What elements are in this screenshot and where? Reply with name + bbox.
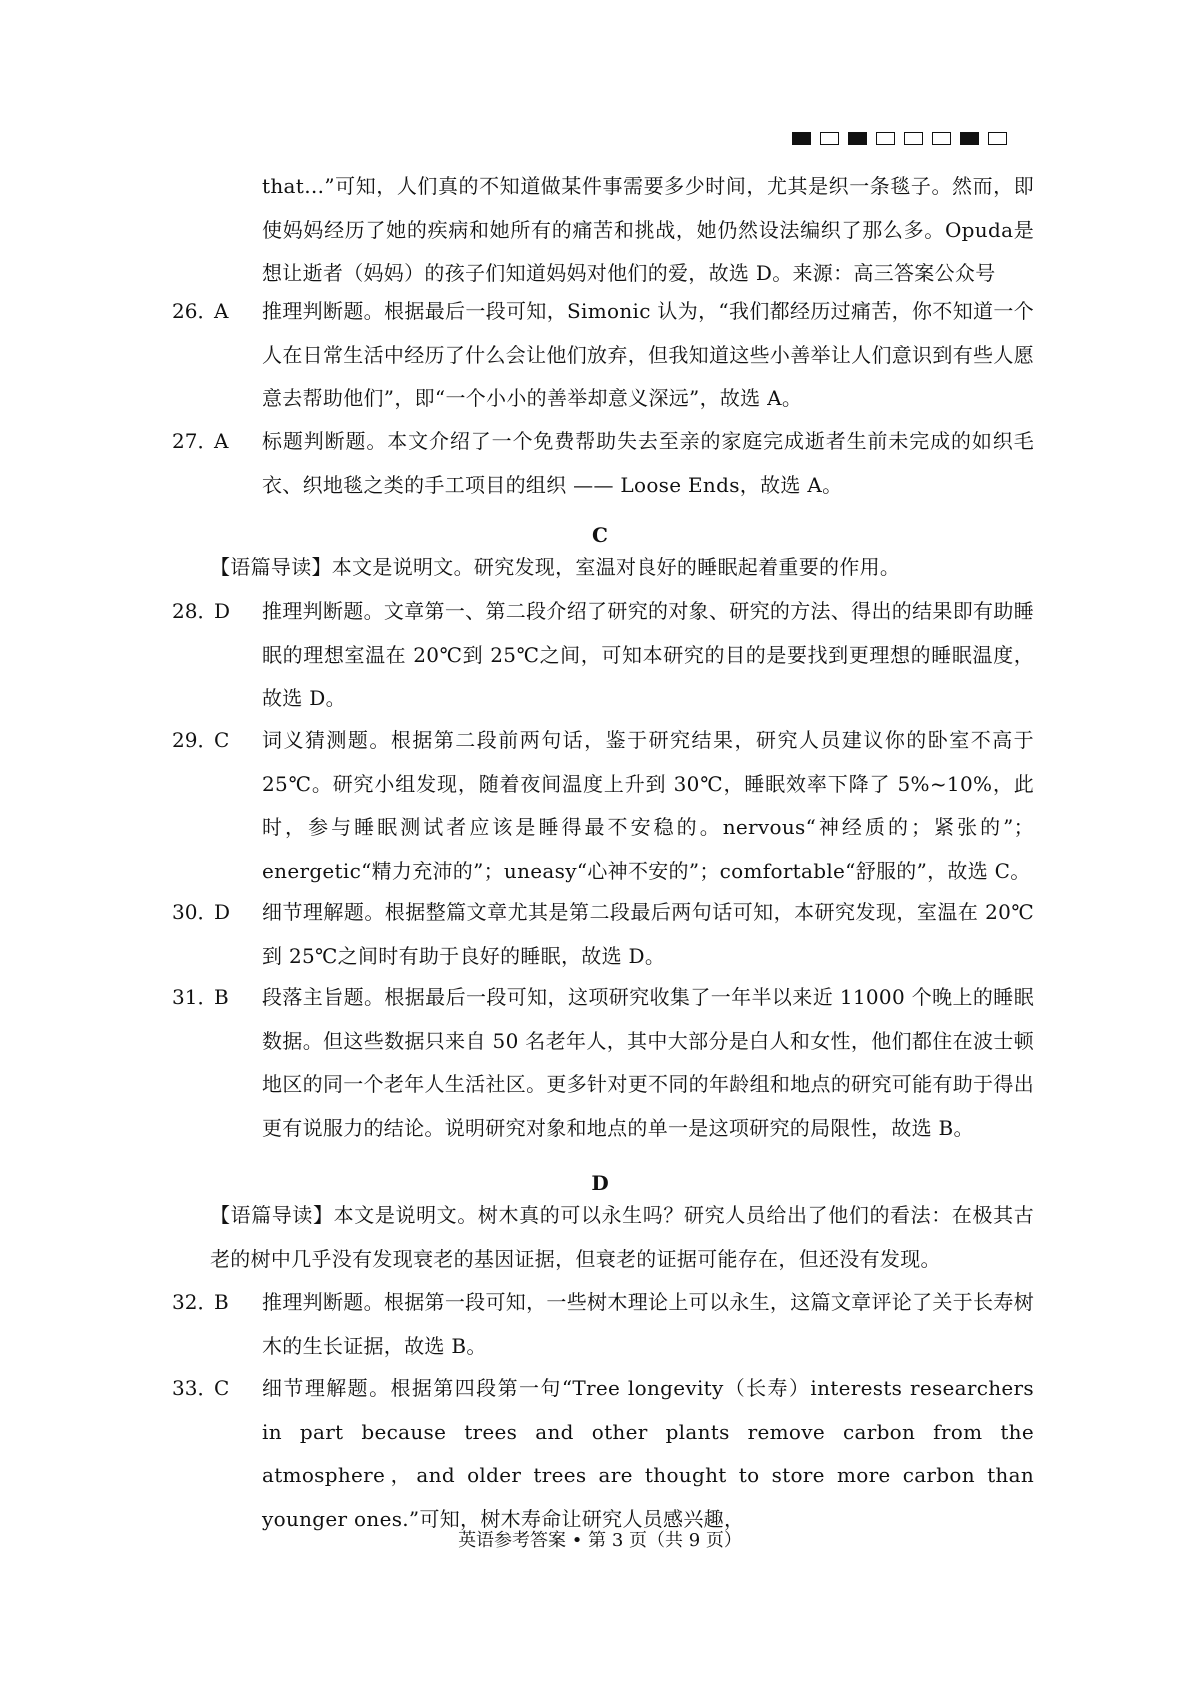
mark-box bbox=[932, 132, 951, 145]
item-explanation: 词义猜测题。根据第二段前两句话，鉴于研究结果，研究人员建议你的卧室不高于 25℃。研究小组发现，随着夜间温度上升到 30℃，睡眠效率下降了 5%~10%，此时，参与睡眠测试者应该是睡得最不安稳的。nervous“神经质的；紧张的”；energetic“精力充沛的”；uneasy“心神不安的”；comfortable“舒服的”，故选 C。 bbox=[262, 728, 1034, 883]
item-number: 26． bbox=[172, 299, 218, 323]
item-explanation: 段落主旨题。根据最后一段可知，这项研究收集了一年半以来近 11000 个晚上的睡眠数据。但这些数据只来自 50 名老年人，其中大部分是白人和女性，他们都住在波士顿地区的同一个老年人生活社区。更多针对更不同的年龄组和地点的研究可能有助于得出更有说服力的结论。说明研究对象和地点的单一是这项研究的局限性，故选 B。 bbox=[262, 985, 1034, 1140]
item-explanation: 细节理解题。根据整篇文章尤其是第二段最后两句话可知，本研究发现，室温在 20℃到 25℃之间时有助于良好的睡眠，故选 D。 bbox=[262, 900, 1034, 968]
item-explanation: 细节理解题。根据第四段第一句“Tree longevity（长寿）interests researchers in part because trees and other plants remove carbon from the atmosphere，and older trees are thought to store more carbon than younger ones.”可知，树木寿命让研究人员感兴趣， bbox=[262, 1376, 1034, 1531]
item-explanation: 推理判断题。文章第一、第二段介绍了研究的对象、研究的方法、得出的结果即有助睡眠的理想室温在 20℃到 25℃之间，可知本研究的目的是要找到更理想的睡眠温度，故选 D。 bbox=[262, 599, 1034, 711]
item-answer: B bbox=[214, 1290, 229, 1314]
item-number: 27． bbox=[172, 429, 218, 453]
item-number: 28． bbox=[172, 599, 218, 623]
item-answer: C bbox=[214, 728, 230, 752]
page-footer: 英语参考答案 • 第 3 页（共 9 页） bbox=[458, 1530, 742, 1551]
item-number: 33． bbox=[172, 1376, 218, 1400]
item-explanation: 推理判断题。根据第一段可知，一些树木理论上可以永生，这篇文章评论了关于长寿树木的生长证据，故选 B。 bbox=[262, 1290, 1034, 1358]
item-answer: A bbox=[214, 429, 229, 453]
mark-box bbox=[876, 132, 895, 145]
section-heading-d: D bbox=[591, 1171, 609, 1195]
mark-box bbox=[904, 132, 923, 145]
item-number: 29． bbox=[172, 728, 218, 752]
continuation-paragraph: that…”可知，人们真的不知道做某件事需要多少时间，尤其是织一条毯子。然而，即使妈妈经历了她的疾病和她所有的痛苦和挑战，她仍然设法编织了那么多。Opuda是想让逝者（妈妈）的孩子们知道妈妈对他们的爱，故选 D。来源：高三答案公众号 bbox=[262, 174, 1034, 286]
section-intro-d: 【语篇导读】本文是说明文。树木真的可以永生吗？研究人员给出了他们的看法：在极其古老的树中几乎没有发现衰老的基因证据，但衰老的证据可能存在，但还没有发现。 bbox=[210, 1203, 1034, 1271]
header-marks bbox=[792, 132, 1007, 145]
item-answer: C bbox=[214, 1376, 230, 1400]
mark-box bbox=[960, 132, 979, 145]
section-intro-c: 【语篇导读】本文是说明文。研究发现，室温对良好的睡眠起着重要的作用。 bbox=[210, 555, 901, 579]
mark-box bbox=[988, 132, 1007, 145]
mark-box bbox=[848, 132, 867, 145]
item-number: 32． bbox=[172, 1290, 218, 1314]
item-explanation: 标题判断题。本文介绍了一个免费帮助失去至亲的家庭完成逝者生前未完成的如织毛衣、织地毯之类的手工项目的组织 —— Loose Ends，故选 A。 bbox=[262, 429, 1034, 497]
mark-box bbox=[820, 132, 839, 145]
item-answer: A bbox=[214, 299, 229, 323]
item-number: 30． bbox=[172, 900, 218, 924]
item-answer: D bbox=[214, 900, 231, 924]
item-answer: D bbox=[214, 599, 231, 623]
mark-box bbox=[792, 132, 811, 145]
item-number: 31． bbox=[172, 985, 218, 1009]
section-heading-c: C bbox=[592, 523, 608, 547]
item-explanation: 推理判断题。根据最后一段可知，Simonic 认为，“我们都经历过痛苦，你不知道一个人在日常生活中经历了什么会让他们放弃，但我知道这些小善举让人们意识到有些人愿意去帮助他们”，即“一个小小的善举却意义深远”，故选 A。 bbox=[262, 299, 1034, 411]
item-answer: B bbox=[214, 985, 229, 1009]
